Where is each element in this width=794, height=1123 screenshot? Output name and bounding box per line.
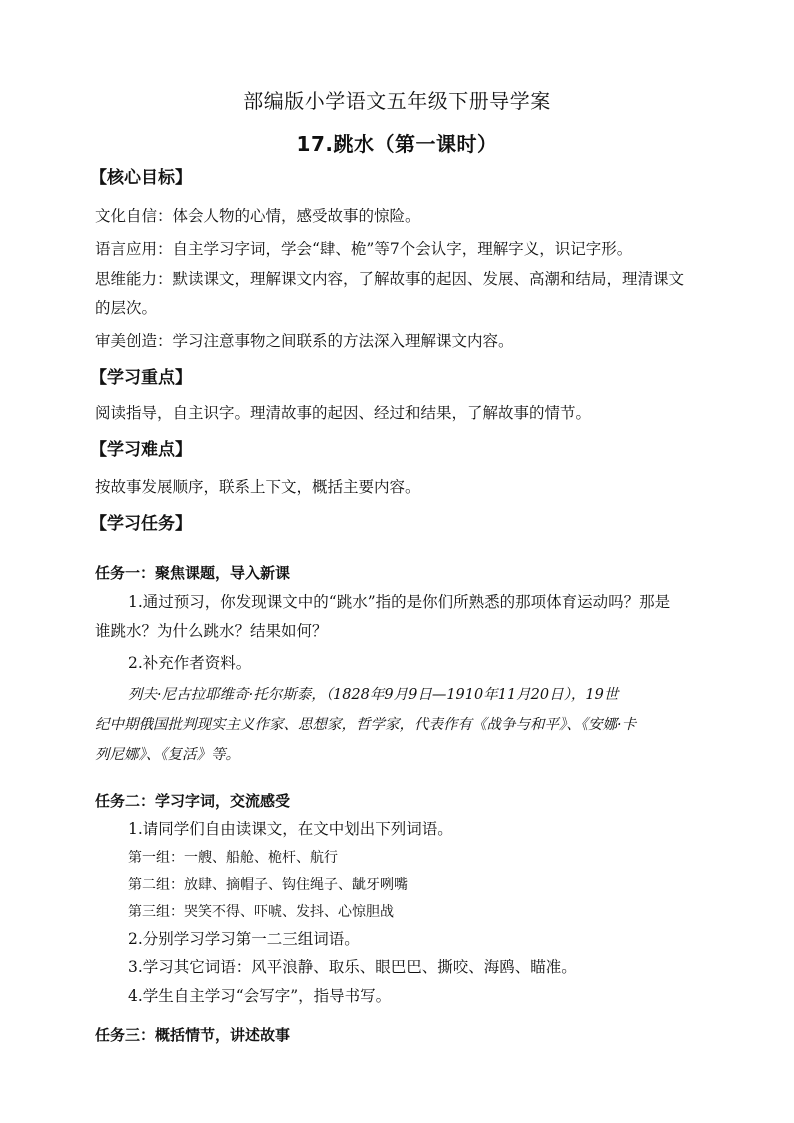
goal-line: 思维能力：默读课文，理解课文内容，了解故事的起因、发展、高潮和结局，理清课文 [95, 270, 685, 288]
task2-step: 3.学习其它词语：风平浪静、取乐、眼巴巴、撕咬、海鸥、瞄准。 [128, 958, 577, 976]
word-group: 第一组：一艘、船舱、桅杆、航行 [128, 850, 338, 866]
task1-title: 任务一：聚焦课题，导入新课 [95, 564, 291, 582]
word-group: 第二组：放肆、摘帽子、钩住绳子、龇牙咧嘴 [128, 877, 408, 893]
author-info: 列尼娜》、《复活》等。 [95, 747, 240, 763]
lesson-title: 17.跳水（第一课时） [296, 132, 498, 156]
author-info: 列夫·尼古拉耶维奇·托尔斯泰，（1828年9月9日—1910年11月20日），19世 [128, 687, 619, 703]
tasks-heading: 【学习任务】 [90, 514, 192, 534]
difficulties-text: 按故事发展顺序，联系上下文，概括主要内容。 [95, 478, 421, 496]
goal-line: 的层次。 [95, 299, 158, 317]
key-points-heading: 【学习重点】 [90, 368, 192, 388]
task2-question: 1.请同学们自由读课文，在文中划出下列词语。 [128, 820, 453, 838]
task2-step: 4.学生自主学习“会写字”，指导书写。 [128, 987, 392, 1005]
goal-line: 审美创造：学习注意事物之间联系的方法深入理解课文内容。 [95, 332, 514, 350]
goals-heading: 【核心目标】 [90, 168, 192, 188]
task3-title: 任务三：概括情节，讲述故事 [95, 1026, 291, 1044]
task2-step: 2.分别学习学习第一二三组词语。 [128, 930, 360, 948]
author-info: 纪中期俄国批判现实主义作家、思想家，哲学家，代表作有《战争与和平》、《安娜·卡 [95, 717, 637, 733]
document-title: 部编版小学语文五年级下册导学案 [243, 89, 551, 113]
task1-question: 1.通过预习，你发现课文中的“跳水”指的是你们所熟悉的那项体育运动吗？那是 [128, 593, 671, 611]
word-group: 第三组：哭笑不得、吓唬、发抖、心惊胆战 [128, 904, 394, 920]
goal-line: 语言应用：自主学习字词，学会“肆、桅”等7个会认字，理解字义，识记字形。 [95, 240, 633, 258]
key-points-text: 阅读指导，自主识字。理清故事的起因、经过和结果，了解故事的情节。 [95, 404, 592, 422]
task2-title: 任务二：学习字词，交流感受 [95, 792, 291, 810]
goal-line: 文化自信：体会人物的心情，感受故事的惊险。 [95, 207, 421, 225]
difficulties-heading: 【学习难点】 [90, 440, 192, 460]
task1-supplement: 2.补充作者资料。 [128, 654, 252, 672]
task1-question-cont: 谁跳水？为什么跳水？结果如何？ [95, 622, 328, 640]
